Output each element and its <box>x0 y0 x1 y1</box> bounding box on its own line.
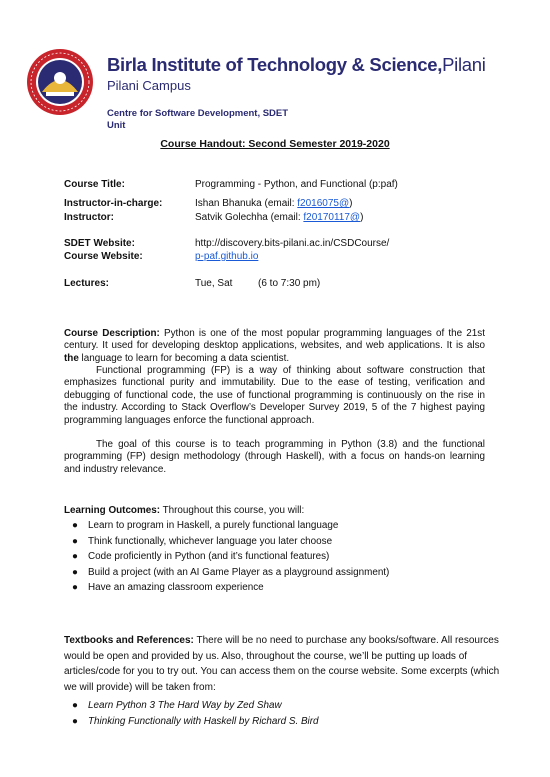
list-item: ● Thinking Functionally with Haskell by Richard S. Bird <box>72 715 319 727</box>
description-p3: The goal of this course is to teach programming in Python (3.8) and the functional programming (FP) design methodology (through Haskell), with a focus on hands-on learning and industry relevance. <box>64 439 485 475</box>
list-item: ● Learn Python 3 The Hard Way by Zed Shaw <box>72 700 282 711</box>
description-p1: Course Description: Python is one of the most popular programming languages of the 21st century. It used for developing desktop applications, websites, and web applications. It is also the language to learn for becoming a data scientist. <box>64 328 485 364</box>
incharge-email-link[interactable]: f2016075@ <box>297 198 350 209</box>
list-item: ● Think functionally, whichever language you later choose <box>72 535 333 547</box>
instructor-label: Instructor: <box>64 212 114 223</box>
incharge-label: Instructor-in-charge: <box>64 198 163 209</box>
list-item: ● Code proficiently in Python (and it’s functional features) <box>72 551 330 563</box>
description-p2: Functional programming (FP) is a way of thinking about software construction that emphasizes functional purity and immutability. Due to the ease of testing, verification and debugging of functional code, the use of functional programming is continuously on the rise in the industry. According to Stack Overflow’s Developer Survey 2019, 5 of the 7 highest paying programming languages enforce the functional approach. <box>64 365 485 426</box>
instructor-email-link[interactable]: f20170117@ <box>303 212 361 223</box>
handout-page: Birla Institute of Technology & Science,Pilani Pilani Campus Centre for Software Development, SDET Unit Course Handout: Second Semester 2019-2020 Course Title: Programming - Python, and Functional (p:paf) Instructor-in-charge: Ishan Bhanuka (email: f2016075@) Instructor: Satvik Golechha (email: f20170117@) SDET Website: http://discovery.bits-pilani.ac.in/CSDCourse/ Course Website: p-paf.github.io Lectures: Tue, Sat (6 to 7:30 pm) Course Description: Python is one of the most popular programming languages of the 21st century. It used for developing desktop applications, websites, and web applications. It is also the language to learn for becoming a data scientist. Functional programming (FP) is a way of thinking about software construction that emphasizes functional purity and immutability. Due to the ease of testing, verification and debugging of functional code, the use of functional programming is continuously on the rise in the industry. According to Stack Overflow’s Developer Survey 2019, 5 of the 7 highest paying programming languages enforce the functional approach. The goal of this course is to teach programming in Python (3.8) and the functional programming (FP) design methodology (through Haskell), with a focus on hands-on learning and industry relevance. Learning Outcomes: Throughout this course, you will: ● Learn to program in Haskell, a purely functional language ● Think functionally, whichever language you later choose ● Code proficiently in Python (and it’s functional features) ● Build a project (with an AI Game Player as a playground assignment) ● Have an amazing classroom experience Textbooks and References: There will be no need to purchase any books/software. All resources would be open and provided by us. Also, throughout the course, we’ll be putting up loads of articles/code for you to try out. You can access them on the course website. Some excerpts (which we will provide) will be taken from: ● Learn Python 3 The Hard Way by Zed Shaw ● Thinking Functionally with Haskell by Richard S. Bird <box>0 0 550 777</box>
list-item: ● Have an amazing classroom experience <box>72 582 264 594</box>
institute-suffix: Pilani <box>442 54 486 75</box>
sdet-url: http://discovery.bits-pilani.ac.in/CSDCourse/ <box>195 238 390 249</box>
campus-name: Pilani Campus <box>107 78 191 93</box>
outcomes-label: Learning Outcomes: <box>64 505 161 516</box>
outcomes-intro: Learning Outcomes: Throughout this course, you will: <box>64 505 305 516</box>
course-site-link[interactable]: p-paf.github.io <box>195 251 259 262</box>
instructor-name: Satvik Golechha (email: <box>195 212 304 223</box>
textbooks-paragraph: Textbooks and References: There will be no need to purchase any books/software. All resources would be open and provided by us. Also, throughout the course, we’ll be putting up loads of articles/code for you to try out. You can access them on the course website. Some excerpts (which we will provide) will be taken from: <box>64 635 500 693</box>
course-title-label: Course Title: <box>64 179 125 190</box>
textbooks-label: Textbooks and References: <box>64 635 194 646</box>
lectures-label: Lectures: <box>64 278 110 289</box>
outcomes-list <box>64 518 504 596</box>
description-label: Course Description: <box>64 328 160 339</box>
list-item: ● Learn to program in Haskell, a purely functional language <box>72 520 339 531</box>
handout-title: Course Handout: Second Semester 2019-2020 <box>160 138 390 150</box>
course-site-label: Course Website: <box>64 251 143 262</box>
centre-name: Centre for Software Development, SDET Unit <box>107 108 289 131</box>
lectures-days: Tue, Sat <box>195 278 233 289</box>
lectures-time: (6 to 7:30 pm) <box>258 278 321 289</box>
textbooks-list <box>64 698 504 729</box>
incharge-name: Ishan Bhanuka (email: <box>195 198 298 209</box>
institute-name: Birla Institute of Technology & Science,Pilani <box>107 54 486 75</box>
list-item: ● Build a project (with an AI Game Player as a playground assignment) <box>72 566 390 578</box>
sdet-label: SDET Website: <box>64 238 135 249</box>
course-title-value: Programming - Python, and Functional (p:paf) <box>195 179 398 190</box>
bits-logo-icon <box>26 48 94 116</box>
